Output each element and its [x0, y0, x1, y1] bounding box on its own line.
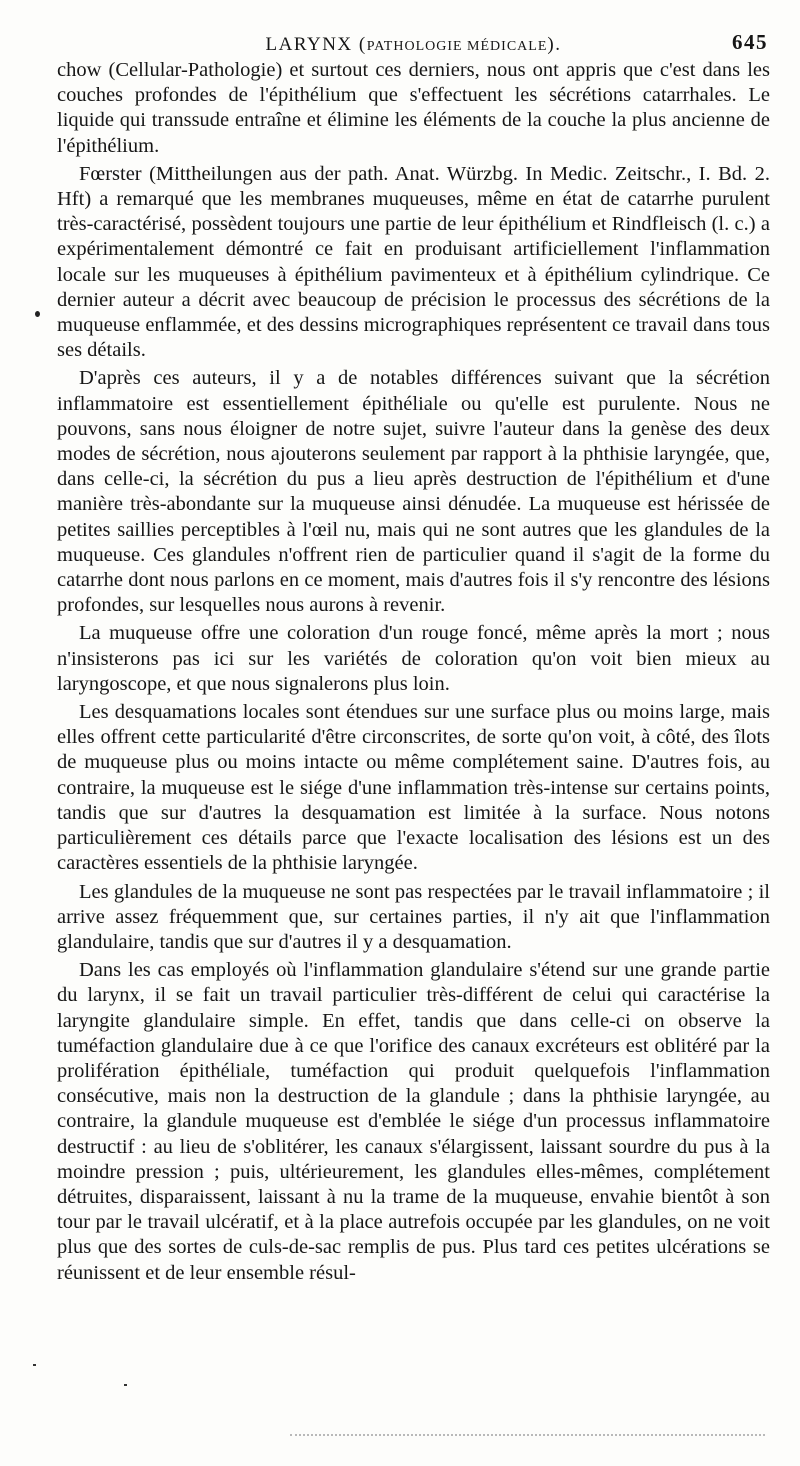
paragraph-1: chow (Cellular-Pathologie) et surtout ces derniers, nous ont appris que c'est dans les couches profondes de l'épithélium que s'effectuent les sécrétions catarrhales. Le liquide qui transsude entraîne et élimine les éléments de la couche la plus ancienne de l'épithélium.	[57, 59, 770, 157]
running-title-sub: PATHOLOGIE MÉDICALE	[366, 39, 548, 54]
paragraph-7: Dans les cas employés où l'inflammation glandulaire s'étend sur une grande partie du larynx, il se fait un travail particulier très-différent de celui qui caractérise la laryngite glandulaire simple. En effet, tandis que dans celle-ci on observe la tuméfaction glandulaire due à ce que l'orifice des canaux excréteurs est oblitéré par la prolifération épithéliale, tuméfaction qui produit quelquefois l'inflammation consécutive, mais non la destruction de la glandule ; dans la phthisie laryngée, au contraire, la glandule muqueuse est d'emblée le siége d'un processus inflammatoire destructif : au lieu de s'oblitérer, les canaux s'élargissent, laissant sourdre du pus à la moindre pression ; puis, ultérieurement, les glandules elles-mêmes, complétement détruites, disparaissent, laissant à nu la trame de la muqueuse, envahie bientôt à son tour par le travail ulcératif, et à la place autrefois occupée par les glandules, on ne voit plus que des sortes de culs-de-sac remplis de pus. Plus tard ces petites ulcérations se réunissent et de leur ensemble résul-	[57, 959, 770, 1284]
page	[57, 24, 770, 1286]
margin-ink-speck	[124, 1384, 127, 1386]
paragraph-5: Les desquamations locales sont étendues sur une surface plus ou moins large, mais elles offrent cette particularité d'être circonscrites, de sorte qu'on voit, à côté, des îlots de muqueuse plus ou moins intacte ou même complétement saine. D'autres fois, au contraire, la muqueuse est le siége d'une inflammation très-intense sur certains points, tandis que sur d'autres la desquamation est limitée à la surface. Nous notons particulièrement ces détails parce que l'exacte localisation des lésions est un des caractères essentiels de la phthisie laryngée.	[57, 701, 770, 875]
margin-ink-speck	[33, 1364, 36, 1366]
page-number: 645	[732, 30, 768, 54]
margin-ink-dot	[35, 311, 40, 317]
body-text	[57, 58, 770, 1286]
bottom-scan-artifact	[290, 1434, 765, 1436]
running-title	[266, 24, 562, 56]
running-title-end: ).	[547, 34, 562, 55]
paragraph-3: D'après ces auteurs, il y a de notables différences suivant que la sécrétion inflammatoire est essentiellement épithéliale ou qu'elle est purulente. Nous ne pouvons, sans nous éloigner de notre sujet, suivre l'auteur dans la genèse des deux modes de sécrétion, nous ajouterons seulement par rapport à la phthisie laryngée, que, dans celle-ci, la sécrétion du pus a lieu après destruction de l'épithélium et d'une manière très-abondante sur la muqueuse ainsi dénudée. La muqueuse est hérissée de petites saillies perceptibles à l'œil nu, mais qui ne sont autres que les glandules de la muqueuse. Ces glandules n'offrent rien de particulier quand il s'agit de la forme du catarrhe dont nous parlons en ce moment, mais d'autres fois il s'y rencontre des lésions profondes, sur lesquelles nous aurons à revenir.	[57, 367, 770, 617]
paragraph-2: Fœrster (Mittheilungen aus der path. Anat. Würzbg. In Medic. Zeitschr., I. Bd. 2. Hft) a remarqué que les membranes muqueuses, même en état de catarrhe purulent très-caractérisé, possèdent toujours une partie de leur épithélium et Rindfleisch (l. c.) a expérimentalement démontré ce fait en produisant artificiellement l'inflammation locale sur les muqueuses à épithélium pavimenteux et à épithélium cylindrique. Ce dernier auteur a décrit avec beaucoup de précision le processus des sécrétions de la muqueuse enflammée, et des dessins micrographiques représentent ce travail dans tous ses détails.	[57, 162, 770, 362]
running-header	[57, 24, 770, 58]
paragraph-6: Les glandules de la muqueuse ne sont pas respectées par le travail inflammatoire ; il arrive assez fréquemment que, sur certaines parties, il n'y ait que l'inflammation glandulaire, tandis que sur d'autres il y a desquamation.	[57, 880, 770, 953]
running-title-main: LARYNX (	[265, 34, 367, 55]
paragraph-4: La muqueuse offre une coloration d'un rouge foncé, même après la mort ; nous n'insisterons pas ici sur les variétés de coloration qu'on voit bien mieux au laryngoscope, et que nous signalerons plus loin.	[57, 622, 770, 695]
